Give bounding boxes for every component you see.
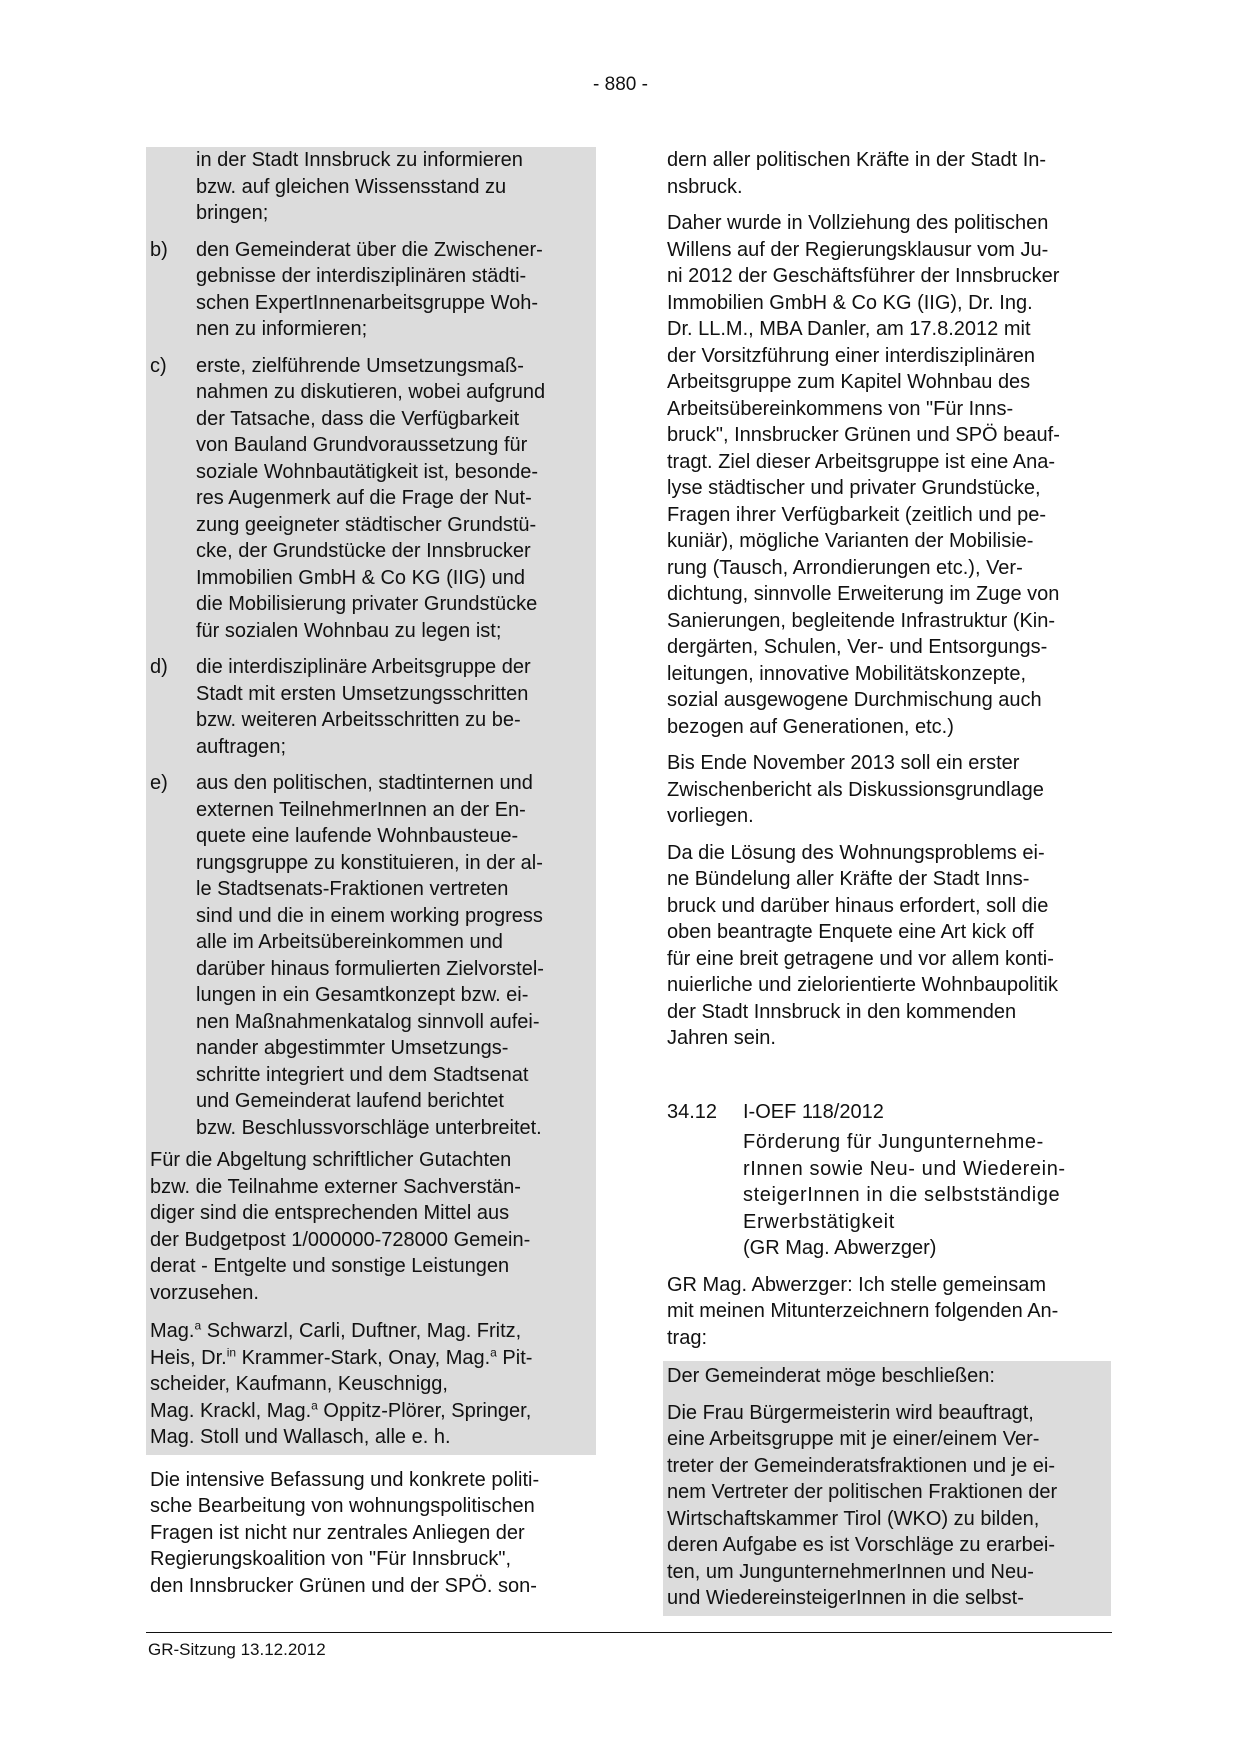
text-line: Arbeitsübereinkommens von "Für Inns-	[667, 397, 1014, 420]
paragraph-3	[663, 750, 1111, 830]
text-line: rInnen sowie Neu- und Wiederein-	[743, 1157, 1066, 1180]
text-line: den Innsbrucker Grünen und der SPÖ. son-	[150, 1574, 537, 1597]
text-line: scheider, Kaufmann, Keuschnigg,	[150, 1373, 448, 1395]
text-line: bzw. Beschlussvorschläge unterbreitet.	[196, 1116, 542, 1139]
item-label: c)	[150, 354, 167, 377]
item-label: e)	[150, 772, 168, 794]
text-line: Immobilien GmbH & Co KG (IIG), Dr. Ing.	[667, 291, 1033, 314]
text-line: Fragen ihrer Verfügbarkeit (zeitlich und pe-	[667, 503, 1047, 526]
text-line: der Tatsache, dass die Verfügbarkeit	[196, 407, 520, 430]
paragraph-1	[663, 147, 1111, 200]
text-line: Immobilien GmbH & Co KG (IIG) und	[196, 566, 525, 589]
motion-text	[663, 1361, 1111, 1616]
text-line: bzw. auf gleichen Wissensstand zu	[196, 175, 507, 198]
text-line: externen TeilnehmerInnen an der En-	[196, 798, 526, 821]
text-line: nuierliche und zielorientierte Wohnbaupolitik	[667, 974, 1058, 996]
text-line: soziale Wohnbautätigkeit ist, besonde-	[196, 460, 539, 483]
text-line: bruck", Innsbrucker Grünen und SPÖ beauf-	[667, 424, 1060, 446]
paragraph-2	[663, 210, 1111, 740]
footer-divider	[146, 1632, 1112, 1633]
text-line: deren Aufgabe es ist Vorschläge zu erarbei-	[667, 1534, 1056, 1556]
text-line: Mag. Stoll und Wallasch, alle e. h.	[150, 1426, 451, 1448]
text-line: derat - Entgelte und sonstige Leistungen	[150, 1255, 510, 1277]
text-line: Fragen ist nicht nur zentrales Anliegen der	[150, 1521, 525, 1544]
text-line: in der Stadt Innsbruck zu informieren	[196, 149, 523, 171]
closing-paragraph	[146, 1467, 596, 1600]
text-line: Wirtschaftskammer Tirol (WKO) zu bilden,	[667, 1507, 1040, 1530]
text-line: und WiedereinsteigerInnen in die selbst-	[667, 1587, 1024, 1609]
text-line: sind und die in einem working progress	[196, 904, 543, 927]
text-line: sozial ausgewogene Durchmischung auch	[667, 689, 1042, 711]
text-line: nem Vertreter der politischen Fraktionen der	[667, 1481, 1058, 1503]
text-line: aus den politischen, stadtinternen und	[196, 772, 533, 794]
text-line: zung geeigneter städtischer Grundstü-	[196, 513, 537, 536]
motion-number: 34.12	[667, 1100, 718, 1123]
text-line: Erwerbstätigkeit	[743, 1210, 895, 1233]
list-item-b	[146, 237, 596, 343]
text-line: Sanierungen, begleitende Infrastruktur (Kin-	[667, 609, 1056, 632]
text-line: Mag.$^a$ Schwarzl, Carli, Duftner, Mag. Fritz,	[150, 1318, 522, 1342]
text-line: nahmen zu diskutieren, wobei aufgrund	[196, 381, 546, 403]
text-line: nsbruck.	[667, 175, 743, 198]
text-line: dern aller politischen Kräfte in der Stadt In-	[667, 149, 1047, 171]
text-line: bezogen auf Generationen, etc.)	[667, 715, 954, 738]
text-line: der Stadt Innsbruck in den kommenden	[667, 1000, 1017, 1023]
text-line: erste, zielführende Umsetzungsmaß-	[196, 354, 524, 377]
text-line: der Vorsitzführung einer interdisziplinären	[667, 344, 1035, 367]
item-a-continuation	[146, 147, 596, 237]
text-line: den Gemeinderat über die Zwischener-	[196, 238, 543, 261]
text-line: Bis Ende November 2013 soll ein erster	[667, 752, 1020, 774]
text-line: Stadt mit ersten Umsetzungsschritten	[196, 682, 529, 705]
motion-heading	[663, 1099, 1111, 1126]
list-item-c	[146, 353, 596, 645]
funding-paragraph	[146, 1147, 596, 1308]
text-line: bringen;	[196, 202, 269, 224]
text-line: auftragen;	[196, 735, 287, 758]
text-line: Die Frau Bürgermeisterin wird beauftragt,	[667, 1401, 1034, 1424]
text-line: Regierungskoalition von "Für Innsbruck",	[150, 1548, 512, 1570]
motion-continuation	[146, 147, 596, 1455]
page-number: - 880 -	[593, 74, 648, 95]
text-line: tragt. Ziel dieser Arbeitsgruppe ist eine Ana-	[667, 450, 1055, 473]
text-line: rungsgruppe zu konstituieren, in der al-	[196, 851, 543, 874]
text-line: der Budgetpost 1/000000-728000 Gemein-	[150, 1228, 531, 1251]
list-item-d	[146, 654, 596, 760]
text-line: gebnisse der interdisziplinären städti-	[196, 265, 527, 287]
motion-title	[663, 1129, 1111, 1262]
text-line: die interdisziplinäre Arbeitsgruppe der	[196, 656, 531, 678]
text-line: Die intensive Befassung und konkrete politi-	[150, 1468, 540, 1491]
text-line: Mag. Krackl, Mag.$^a$ Oppitz-Plörer, Springer,	[150, 1397, 532, 1422]
text-line: quete eine laufende Wohnbausteue-	[196, 825, 519, 847]
text-line: dichtung, sinnvolle Erweiterung im Zuge von	[667, 583, 1060, 605]
speech-paragraph	[663, 1272, 1111, 1352]
text-line: bzw. weiteren Arbeitsschritten zu be-	[196, 709, 521, 731]
text-line: GR Mag. Abwerzger: Ich stelle gemeinsam	[667, 1273, 1047, 1296]
item-label: b)	[150, 238, 168, 261]
text-line: für eine breit getragene und vor allem konti-	[667, 947, 1054, 970]
text-line: für sozialen Wohnbau zu legen ist;	[196, 619, 502, 642]
text-line: trag:	[667, 1326, 708, 1349]
text-line: treter der Gemeinderatsfraktionen und je ei-	[667, 1454, 1055, 1477]
text-line: Für die Abgeltung schriftlicher Gutachten	[150, 1149, 512, 1171]
text-line: lungen in ein Gesamtkonzept bzw. ei-	[196, 984, 529, 1006]
motion-id: I-OEF 118/2012	[743, 1100, 884, 1123]
motion-body	[663, 1400, 1111, 1616]
text-line: diger sind die entsprechenden Mittel aus	[150, 1202, 510, 1224]
text-line: eine Arbeitsgruppe mit je einer/einem Ver-	[667, 1428, 1040, 1450]
item-label: d)	[150, 656, 168, 678]
text-line: Daher wurde in Vollziehung des politischen	[667, 212, 1049, 234]
text-line: kuniär), mögliche Varianten der Mobilisie-	[667, 530, 1034, 552]
text-line: le Stadtsenats-Fraktionen vertreten	[196, 878, 509, 900]
motion-header: Der Gemeinderat möge beschließen:	[667, 1365, 995, 1387]
text-line: rung (Tausch, Arrondierungen etc.), Ver-	[667, 556, 1023, 579]
text-line: schritte integriert und dem Stadtsenat	[196, 1063, 529, 1086]
list-item-e	[146, 770, 596, 1141]
text-line: Förderung für Jungunternehme-	[743, 1131, 1044, 1153]
text-line: die Mobilisierung privater Grundstücke	[196, 593, 538, 615]
text-line: schen ExpertInnenarbeitsgruppe Woh-	[196, 291, 539, 314]
text-line: vorzusehen.	[150, 1281, 259, 1304]
text-line: Dr. LL.M., MBA Danler, am 17.8.2012 mit	[667, 318, 1031, 340]
paragraph-4	[663, 840, 1111, 1052]
text-line: Da die Lösung des Wohnungsproblems ei-	[667, 841, 1045, 864]
text-line: Heis, Dr.$^{in}$ Krammer-Stark, Onay, Mag.$^a$ Pit-	[150, 1344, 533, 1369]
text-line: oben beantragte Enquete eine Art kick off	[667, 921, 1034, 943]
text-line: darüber hinaus formulierten Zielvorstel-	[196, 957, 544, 980]
text-line: ten, um JungunternehmerInnen und Neu-	[667, 1560, 1034, 1583]
text-line: lyse städtischer und privater Grundstücke,	[667, 477, 1041, 499]
text-line: (GR Mag. Abwerzger)	[743, 1237, 937, 1259]
text-line: ni 2012 der Geschäftsführer der Innsbrucker	[667, 265, 1060, 287]
left-column	[146, 147, 596, 1609]
text-line: bruck und darüber hinaus erfordert, soll die	[667, 894, 1049, 917]
text-line: sche Bearbeitung von wohnungspolitischen	[150, 1495, 535, 1517]
text-line: vorliegen.	[667, 805, 754, 827]
text-line: Zwischenbericht als Diskussionsgrundlage	[667, 778, 1044, 801]
text-line: nen Maßnahmenkatalog sinnvoll aufei-	[196, 1010, 540, 1033]
text-line: mit meinen Mitunterzeichnern folgenden An-	[667, 1300, 1059, 1322]
text-line: nander abgestimmter Umsetzungs-	[196, 1037, 509, 1059]
text-line: cke, der Grundstücke der Innsbrucker	[196, 540, 531, 562]
text-line: Arbeitsgruppe zum Kapitel Wohnbau des	[667, 371, 1031, 393]
text-line: von Bauland Grundvoraussetzung für	[196, 434, 528, 456]
text-line: nen zu informieren;	[196, 318, 368, 340]
signatories	[146, 1318, 596, 1455]
text-line: leitungen, innovative Mobilitätskonzepte,	[667, 662, 1027, 685]
text-line: Willens auf der Regierungsklausur vom Ju-	[667, 238, 1049, 261]
text-line: alle im Arbeitsübereinkommen und	[196, 931, 503, 953]
footer-session-date: GR-Sitzung 13.12.2012	[148, 1640, 326, 1659]
text-line: Jahren sein.	[667, 1027, 776, 1049]
text-line: res Augenmerk auf die Frage der Nut-	[196, 487, 532, 509]
text-line: bzw. die Teilnahme externer Sachverstän-	[150, 1175, 521, 1198]
text-line: dergärten, Schulen, Ver- und Entsorgungs-	[667, 636, 1048, 658]
text-line: und Gemeinderat laufend berichtet	[196, 1090, 504, 1112]
text-line: ne Bündelung aller Kräfte der Stadt Inns-	[667, 868, 1030, 890]
right-column	[663, 147, 1111, 1616]
text-line: steigerInnen in die selbstständige	[743, 1184, 1061, 1206]
